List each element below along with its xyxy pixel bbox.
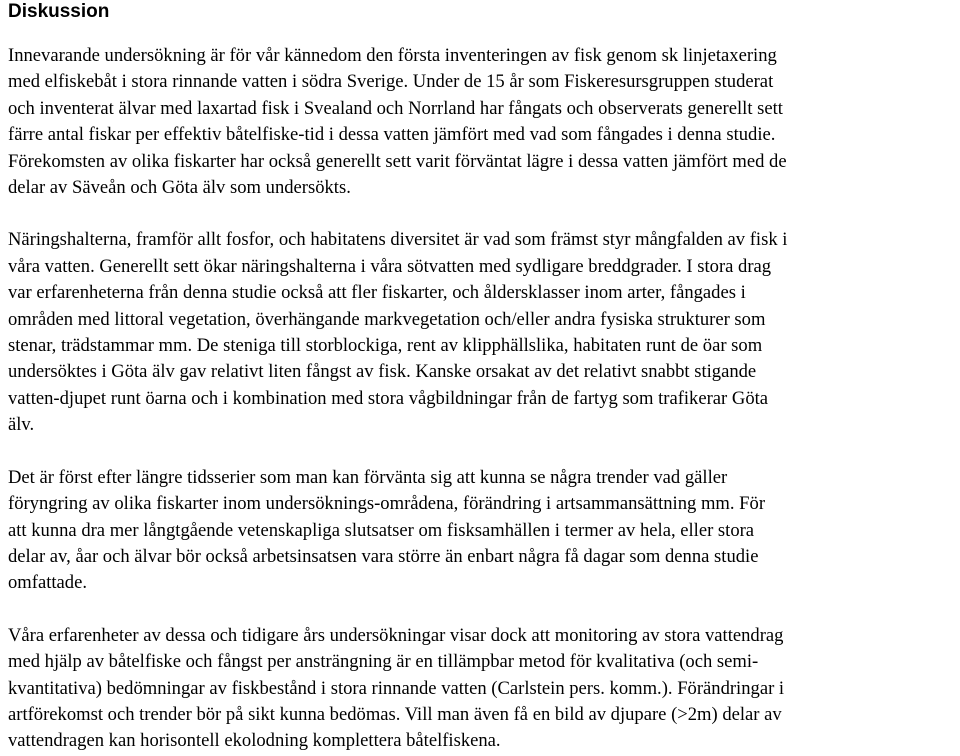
paragraph-3 (8, 465, 958, 597)
text-line: Det är först efter längre tidsserier som man kan förvänta sig att kunna se några trender vad gäller (8, 466, 728, 488)
text-line: stenar, trädstammar mm. De steniga till storblockiga, rent av klipphällslika, habitaten runt de öar som (8, 335, 763, 357)
section-heading: Diskussion (8, 1, 110, 22)
text-line: områden med littoral vegetation, överhängande markvegetation och/eller andra fysiska strukturer som (8, 308, 766, 330)
text-line: artförekomst och trender bör på sikt kunna bedömas. Vill man även få en bild av djupare (>2m) delar av (8, 703, 782, 725)
text-line: och inventerat älvar med laxartad fisk i Svealand och Norrland har fångats och observerats generellt sett (8, 97, 783, 119)
text-line: färre antal fiskar per effektiv båtelfiske-tid i dessa vatten jämfört med vad som fångades i denna studie. (8, 124, 776, 146)
paragraph-2 (8, 227, 958, 438)
document-page (8, 0, 958, 755)
text-line: Förekomsten av olika fiskarter har också generellt sett varit förväntat lägre i dessa vatten jämfört med de (8, 150, 787, 172)
text-line: kvantitativa) bedömningar av fiskbestånd i stora rinnande vatten (Carlstein pers. komm.). Förändringar i (8, 677, 785, 699)
text-line: våra vatten. Generellt sett ökar näringshalterna i våra sötvatten med sydligare breddgrader. I stora drag (8, 255, 772, 277)
text-line: att kunna dra mer långtgående vetenskapliga slutsatser om fisksamhällen i termer av hela, eller stora (8, 519, 755, 541)
text-line: var erfarenheterna från denna studie också att fler fiskarter, och åldersklasser inom arter, fångades i (8, 282, 746, 304)
text-line: Näringshalterna, framför allt fosfor, och habitatens diversitet är vad som främst styr mångfalden av fisk i (8, 229, 788, 251)
text-line: Innevarande undersökning är för vår kännedom den första inventeringen av fisk genom sk linjetaxering (8, 45, 777, 66)
text-line: vattendragen kan horisontell ekolodning komplettera båtelfiskena. (8, 730, 501, 752)
text-line: omfattade. (8, 572, 87, 594)
text-line: föryngring av olika fiskarter inom undersöknings-områdena, förändring i artsammansättning mm. För (8, 493, 766, 515)
text-line: med elfiskebåt i stora rinnande vatten i södra Sverige. Under de 15 år som Fiskeresursgruppen studerat (8, 71, 774, 93)
text-line: vatten-djupet runt öarna och i kombination med stora vågbildningar från de fartyg som trafikerar Göta (8, 387, 769, 409)
paragraph-1 (8, 43, 958, 201)
text-line: undersöktes i Göta älv gav relativt liten fångst av fisk. Kanske orsakat av det relativt snabbt stigande (8, 361, 757, 383)
paragraph-4 (8, 623, 958, 755)
text-line: älv. (8, 414, 35, 436)
text-line: Våra erfarenheter av dessa och tidigare års undersökningar visar dock att monitoring av stora vattendrag (8, 624, 784, 646)
text-line: delar av, åar och älvar bör också arbetsinsatsen vara större än enbart några få dagar som denna studie (8, 545, 759, 567)
text-line: delar av Säveån och Göta älv som undersökts. (8, 177, 351, 199)
text-line: med hjälp av båtelfiske och fångst per ansträngning är en tillämpbar metod för kvalitativa (och semi- (8, 651, 759, 673)
